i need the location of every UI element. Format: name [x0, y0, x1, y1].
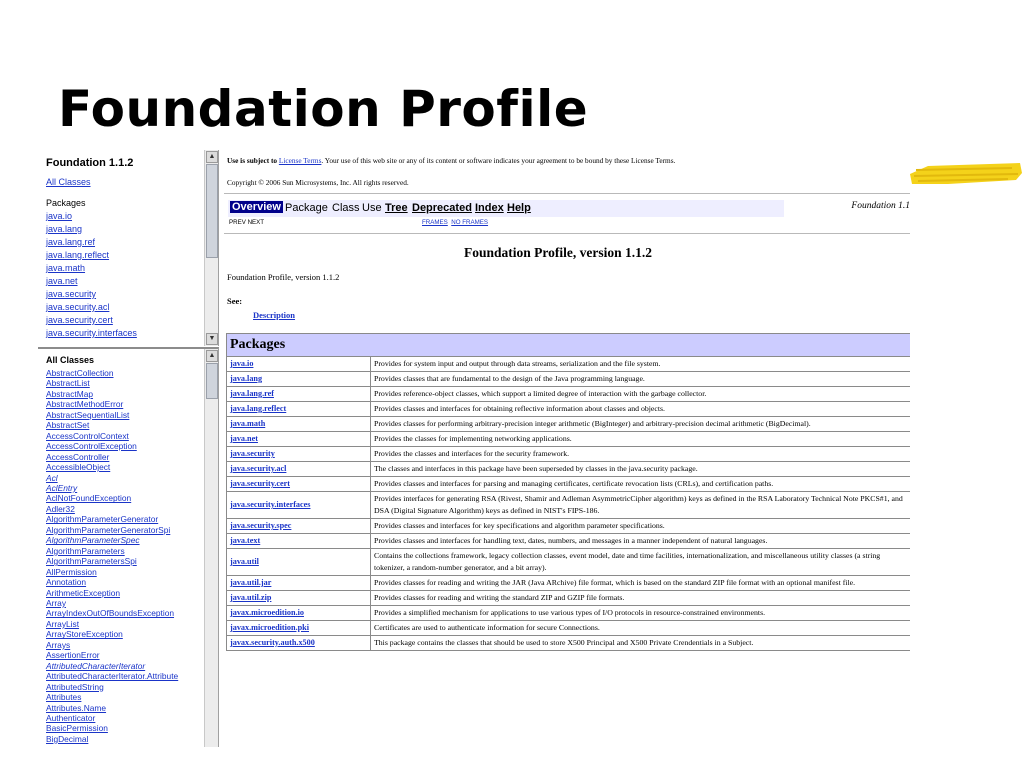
- package-link[interactable]: java.text: [230, 536, 261, 545]
- class-link[interactable]: AccessController: [46, 451, 110, 462]
- package-link[interactable]: java.io: [230, 359, 254, 368]
- table-row: [227, 591, 911, 606]
- package-link[interactable]: java.lang: [46, 224, 83, 234]
- package-description-cell: Provides classes and interfaces for key specifications and algorithm parameter specifications.: [371, 519, 911, 534]
- license-notice: [227, 156, 675, 165]
- package-link[interactable]: java.lang.reflect: [230, 404, 287, 413]
- class-link[interactable]: AbstractList: [46, 378, 90, 389]
- package-list-frame: [38, 150, 219, 346]
- nav-tree[interactable]: Tree: [385, 202, 408, 214]
- see-label: See:: [227, 296, 243, 306]
- table-row: [227, 432, 911, 447]
- class-link[interactable]: AclEntry: [46, 482, 78, 493]
- page-heading: Foundation Profile, version 1.1.2: [464, 245, 653, 260]
- table-row: [227, 462, 911, 477]
- table-row: [227, 621, 911, 636]
- class-link[interactable]: Authenticator: [46, 712, 96, 723]
- table-row: [227, 519, 911, 534]
- class-link[interactable]: AbstractSet: [46, 420, 90, 431]
- class-link[interactable]: AlgorithmParameters: [46, 545, 125, 556]
- class-link[interactable]: Array: [46, 597, 67, 608]
- class-link[interactable]: AbstractMap: [46, 388, 94, 399]
- package-name-cell: [227, 636, 371, 651]
- nav-deprecated[interactable]: Deprecated: [412, 202, 472, 214]
- package-link[interactable]: java.io: [46, 211, 73, 221]
- package-link[interactable]: java.math: [46, 263, 86, 273]
- package-description-cell: Provides interfaces for generating RSA (Rivest, Shamir and Adleman AsymmetricCipher algorithm) keys as defined in the RSA Laboratory Technical Note PKCS#1, and DSA (Digital Signature Algorithm) keys as defined in NIST's FIPS-186.: [371, 492, 911, 519]
- package-name-cell: [227, 534, 371, 549]
- frames-link[interactable]: FRAMES: [422, 219, 448, 226]
- class-link[interactable]: AttributedString: [46, 681, 104, 692]
- profile-tag: Foundation 1.1: [851, 201, 910, 211]
- package-link[interactable]: java.net: [46, 276, 78, 286]
- packages-table-header: Packages: [227, 334, 911, 357]
- nav-index[interactable]: Index: [475, 202, 504, 214]
- scroll-thumb[interactable]: [206, 363, 218, 399]
- overview-summary: Foundation Profile, version 1.1.2: [227, 272, 340, 282]
- package-description-cell: Provides classes that are fundamental to the design of the Java programming language.: [371, 372, 911, 387]
- package-link[interactable]: java.lang.ref: [230, 389, 274, 398]
- class-link[interactable]: BigDecimal: [46, 733, 89, 744]
- package-link[interactable]: java.net: [230, 434, 258, 443]
- nav-use: Use: [362, 202, 382, 214]
- package-description-cell: Provides classes and interfaces for obtaining reflective information about classes and objects.: [371, 402, 911, 417]
- table-header-row: [227, 334, 911, 357]
- scroll-down-icon[interactable]: ▼: [206, 333, 218, 345]
- class-link[interactable]: BasicPermission: [46, 723, 108, 734]
- package-link[interactable]: java.security: [230, 449, 275, 458]
- package-list-scrollbar[interactable]: [204, 150, 218, 346]
- copyright-text: Copyright © 2006 Sun Microsystems, Inc. All rights reserved.: [227, 178, 409, 187]
- package-name-cell: [227, 357, 371, 372]
- class-link[interactable]: ArithmeticException: [46, 587, 121, 598]
- class-link[interactable]: ArrayIndexOutOfBoundsException: [46, 608, 175, 619]
- package-description-cell: The classes and interfaces in this package have been superseded by classes in the java.security package.: [371, 462, 911, 477]
- table-row: [227, 402, 911, 417]
- table-row: [227, 387, 911, 402]
- package-link[interactable]: java.security.acl: [230, 464, 287, 473]
- class-links: [46, 368, 204, 744]
- package-name-cell: [227, 462, 371, 477]
- package-link[interactable]: java.lang.ref: [46, 237, 96, 247]
- class-link[interactable]: AssertionError: [46, 650, 100, 661]
- class-link[interactable]: AttributedCharacterIterator: [46, 660, 146, 671]
- package-description-cell: This package contains the classes that should be used to store X500 Principal and X500 Private Crendentials in a Subject.: [371, 636, 911, 651]
- scroll-thumb[interactable]: [206, 164, 218, 258]
- class-link[interactable]: AbstractSequentialList: [46, 409, 130, 420]
- package-link[interactable]: java.math: [230, 419, 266, 428]
- table-row: [227, 417, 911, 432]
- nav-class: Class: [332, 202, 360, 214]
- class-link[interactable]: AlgorithmParameterGenerator: [46, 514, 159, 525]
- license-terms-link[interactable]: License Terms: [278, 156, 322, 165]
- frame-title: Foundation 1.1.2: [46, 157, 134, 169]
- class-link[interactable]: AccessControlContext: [46, 430, 129, 441]
- top-nav-bar: [228, 200, 784, 217]
- package-description-cell: Provides classes for reading and writing the JAR (Java ARchive) file format, which is based on the standard ZIP file format with an optional manifest file.: [371, 576, 911, 591]
- package-name-cell: [227, 372, 371, 387]
- frames-links: [422, 219, 488, 226]
- class-link[interactable]: Adler32: [46, 503, 75, 514]
- class-link[interactable]: AlgorithmParameterSpec: [46, 535, 140, 546]
- package-link[interactable]: java.lang: [230, 374, 263, 383]
- table-row: [227, 576, 911, 591]
- package-description-cell: Provides classes for reading and writing the standard ZIP and GZIP file formats.: [371, 591, 911, 606]
- class-list-scrollbar[interactable]: [204, 349, 218, 747]
- package-name-cell: [227, 432, 371, 447]
- nav-help[interactable]: Help: [507, 202, 531, 214]
- javadoc-browser-screenshot: [38, 150, 910, 747]
- package-link[interactable]: javax.security.auth.x500: [230, 638, 315, 647]
- package-name-cell: [227, 477, 371, 492]
- divider: [224, 193, 910, 194]
- all-classes-frame: [38, 347, 219, 747]
- package-link[interactable]: javax.microedition.pki: [230, 623, 309, 632]
- table-row: [227, 477, 911, 492]
- table-row: [227, 492, 911, 519]
- package-description-cell: Provides classes for performing arbitrary-precision integer arithmetic (BigInteger) and arbitrary-precision decimal arithmetic (BigDecimal).: [371, 417, 911, 432]
- package-name-cell: [227, 492, 371, 519]
- package-links: [46, 210, 204, 340]
- class-link[interactable]: AccessControlException: [46, 441, 137, 452]
- package-name-cell: [227, 576, 371, 591]
- package-description-cell: Provides classes and interfaces for parsing and managing certificates, certificate revocation lists (CRLs), and certification paths.: [371, 477, 911, 492]
- package-link[interactable]: java.util.jar: [230, 578, 272, 587]
- legal-rest: . Your use of this web site or any of its content or software indicates your agreement to be bound by these License Terms.: [321, 156, 676, 165]
- package-name-cell: [227, 621, 371, 636]
- class-link[interactable]: AttributedCharacterIterator.Attribute: [46, 671, 179, 682]
- package-link[interactable]: java.security.acl: [46, 302, 110, 312]
- packages-table: [226, 333, 910, 651]
- package-link[interactable]: java.security.spec: [230, 521, 292, 530]
- class-link[interactable]: Arrays: [46, 639, 71, 650]
- package-description-cell: Contains the collections framework, legacy collection classes, event model, date and time facilities, internationalization, and miscellaneous utility classes (a string tokenizer, a random-number generator, and a bit array).: [371, 549, 911, 576]
- nav-overview[interactable]: Overview: [232, 201, 281, 213]
- table-row: [227, 357, 911, 372]
- scroll-up-icon[interactable]: ▲: [206, 151, 218, 163]
- package-link[interactable]: java.security.interfaces: [46, 328, 137, 338]
- description-link[interactable]: Description: [253, 310, 296, 320]
- package-description-cell: Provides for system input and output through data streams, serialization and the file system.: [371, 357, 911, 372]
- prev-next-links: PREV NEXT: [229, 219, 265, 226]
- package-description-cell: Provides reference-object classes, which support a limited degree of interaction with the garbage collector.: [371, 387, 911, 402]
- class-link[interactable]: ArrayStoreException: [46, 629, 123, 640]
- table-row: [227, 636, 911, 651]
- package-link[interactable]: java.security: [46, 289, 97, 299]
- package-name-cell: [227, 519, 371, 534]
- package-link[interactable]: java.lang.reflect: [46, 250, 110, 260]
- class-link[interactable]: AlgorithmParametersSpi: [46, 556, 137, 567]
- all-classes-title: All Classes: [46, 355, 95, 365]
- package-link[interactable]: java.security.interfaces: [230, 500, 311, 509]
- package-name-cell: [227, 387, 371, 402]
- class-link[interactable]: Attributes.Name: [46, 702, 107, 713]
- class-link[interactable]: AccessibleObject: [46, 462, 111, 473]
- class-link[interactable]: AllPermission: [46, 566, 97, 577]
- table-row: [227, 549, 911, 576]
- all-classes-link[interactable]: All Classes: [46, 177, 91, 187]
- class-link[interactable]: AlgorithmParameterGeneratorSpi: [46, 524, 171, 535]
- divider: [224, 233, 910, 234]
- nav-package: Package: [285, 202, 328, 214]
- class-link[interactable]: AclNotFoundException: [46, 493, 132, 504]
- legal-prefix: Use is subject to: [227, 156, 278, 165]
- slide-title: Foundation Profile: [58, 80, 589, 138]
- table-row: [227, 447, 911, 462]
- package-link[interactable]: java.security.cert: [230, 479, 291, 488]
- class-link[interactable]: AbstractMethodError: [46, 399, 124, 410]
- scroll-up-icon[interactable]: ▲: [206, 350, 218, 362]
- class-link[interactable]: Attributes: [46, 692, 82, 703]
- table-row: [227, 606, 911, 621]
- package-description-cell: Provides classes and interfaces for handling text, dates, numbers, and messages in a manner independent of natural languages.: [371, 534, 911, 549]
- no-frames-link[interactable]: NO FRAMES: [451, 219, 489, 226]
- package-description-cell: Provides the classes and interfaces for the security framework.: [371, 447, 911, 462]
- table-row: [227, 534, 911, 549]
- overview-frame: [224, 150, 910, 747]
- class-link[interactable]: ArrayList: [46, 618, 80, 629]
- package-link[interactable]: java.security.cert: [46, 315, 113, 325]
- package-name-cell: [227, 591, 371, 606]
- package-link[interactable]: javax.microedition.io: [230, 608, 304, 617]
- package-name-cell: [227, 417, 371, 432]
- package-name-cell: [227, 402, 371, 417]
- class-link[interactable]: Annotation: [46, 577, 87, 588]
- highlighter-stroke-decoration: [908, 160, 1024, 188]
- packages-label: Packages: [46, 198, 86, 208]
- package-link[interactable]: java.util.zip: [230, 593, 272, 602]
- package-description-cell: Provides the classes for implementing networking applications.: [371, 432, 911, 447]
- package-name-cell: [227, 606, 371, 621]
- package-description-cell: Provides a simplified mechanism for applications to use various types of I/O protocols in resource-constrained environments.: [371, 606, 911, 621]
- class-link[interactable]: Acl: [46, 472, 58, 483]
- class-link[interactable]: AbstractCollection: [46, 368, 114, 378]
- package-link[interactable]: java.util: [230, 557, 259, 566]
- package-description-cell: Certificates are used to authenticate information for secure Connections.: [371, 621, 911, 636]
- package-name-cell: [227, 549, 371, 576]
- table-row: [227, 372, 911, 387]
- package-name-cell: [227, 447, 371, 462]
